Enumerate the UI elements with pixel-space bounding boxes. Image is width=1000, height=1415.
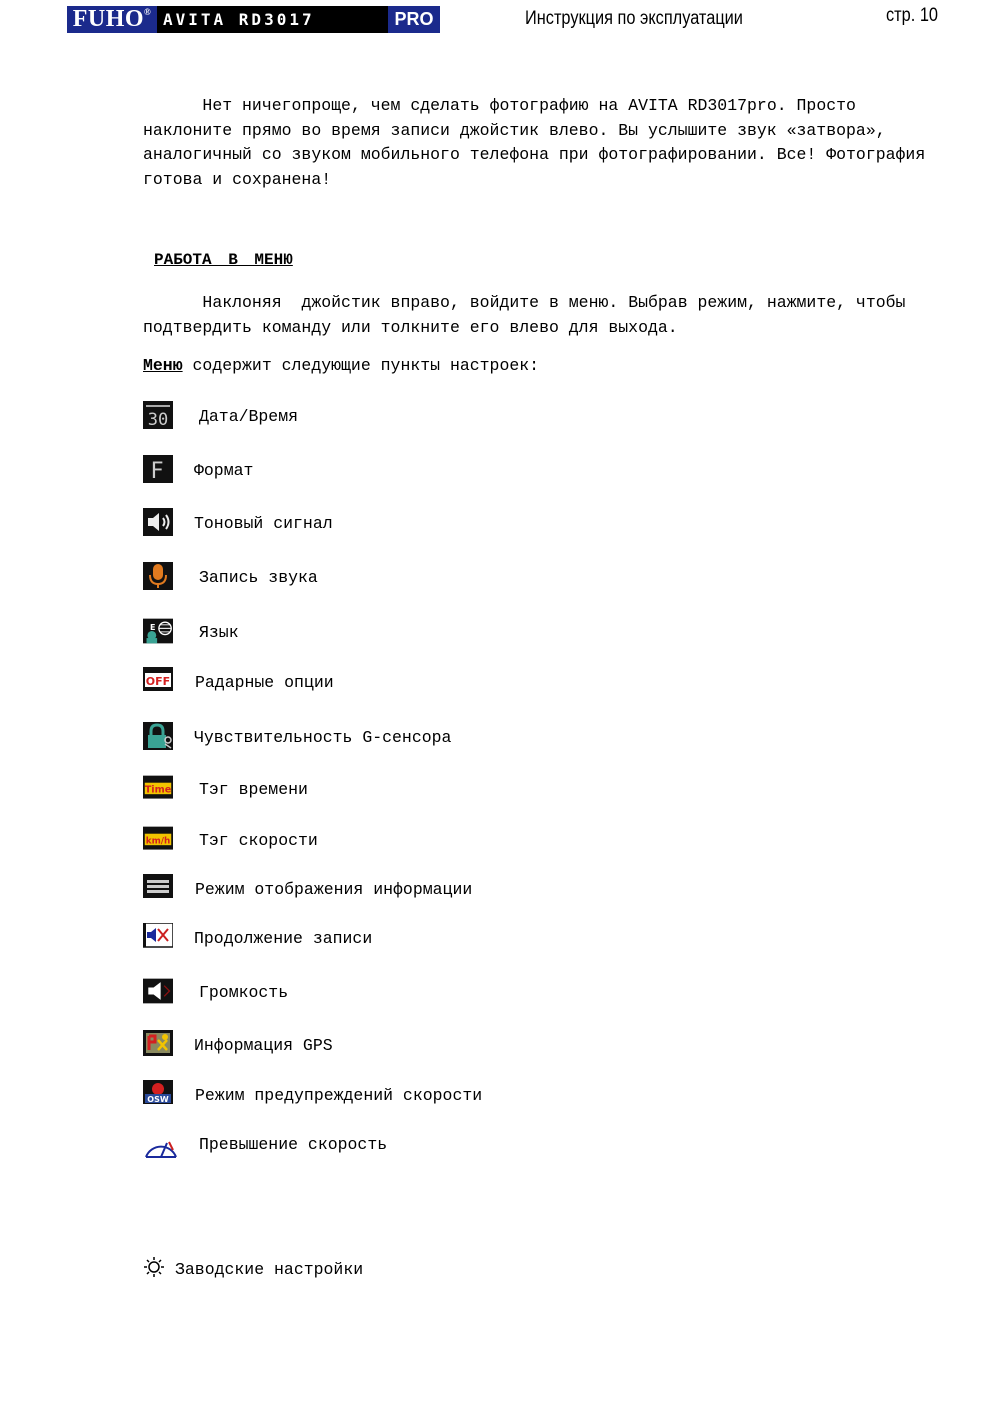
menu-item-label: Режим отображения информации [195,879,473,899]
menu-item-language [143,616,239,648]
menu-item-label: Информация GPS [194,1035,333,1055]
menu-item-beep [143,507,333,539]
language-icon [143,617,177,647]
menu-item-g-sensor [143,721,451,753]
menu-item-label: Язык [199,622,239,642]
section-title: РАБОТА В МЕНЮ [154,251,293,269]
format-icon [143,455,177,485]
svg-text:km/h: km/h [145,836,171,847]
menu-item-gps-info [143,1029,333,1061]
menu-item-audio-record [143,561,318,593]
sun-gear-icon [143,1256,165,1283]
menu-item-factory-reset [143,1256,363,1283]
menu-item-info-display [143,873,472,905]
gps-info-icon [143,1030,177,1060]
menu-item-overspeed [143,1128,387,1160]
document-title: Инструкция по эксплуатации [525,8,743,29]
menu-intro-text: содержит следующие пункты настроек: [182,356,540,375]
g-sensor-icon [143,722,177,752]
svg-text:Time: Time [144,784,172,796]
menu-item-speed-warning [143,1079,482,1111]
logo-model: AVITA RD3017 [163,10,315,29]
page-number: стр. 10 [886,5,939,26]
menu-item-label: Продолжение записи [194,928,373,948]
menu-item-date-time [143,400,298,432]
speed-tag-icon [143,825,177,855]
header-logo [67,6,440,33]
intro-paragraph: Нет ничегопроще, чем сделать фотографию на AVITA RD3017pro. Просто наклоните прямо во время записи джойстик влево. Вы услышите звук «затвора», аналогичный со звуком мобильного телефона при фотографировании. Все! Фотография готова и сохранена! [143,96,936,189]
menu-item-speed-tag [143,824,318,856]
menu-word: Меню [143,356,183,375]
menu-item-label: Чувствительность G-сенсора [194,727,452,747]
menu-item-volume [143,976,288,1008]
section-paragraph: Наклоняя джойстик вправо, войдите в меню. Выбрав режим, нажмите, чтобы подтвердить команду или толкните его влево для выхода. [143,293,916,337]
menu-item-label: Тэг времени [199,779,308,799]
continue-recording-icon [143,923,177,953]
microphone-icon [143,562,177,592]
svg-text:F: F [150,459,164,483]
logo-suffix: PRO [388,6,440,33]
menu-item-label: Формат [194,460,254,480]
logo-brand: FUHO® [67,6,157,33]
time-tag-icon [143,774,177,804]
menu-item-label: Тоновый сигнал [194,513,333,533]
menu-item-label: Дата/Время [199,406,299,426]
svg-text:E: E [149,623,156,633]
volume-icon [143,977,177,1007]
menu-item-label: Запись звука [199,567,318,587]
svg-text:OFF: OFF [145,675,171,688]
menu-intro [143,356,539,375]
radar-off-icon [143,667,177,697]
menu-item-label: Превышение скорость [199,1134,388,1154]
beep-speaker-icon [143,508,177,538]
factory-reset-label: Заводские настройки [175,1260,364,1279]
speed-warning-icon [143,1080,177,1110]
svg-text:OSW: OSW [147,1095,169,1104]
menu-item-continue-recording [143,922,372,954]
menu-item-label: Режим предупреждений скорости [195,1085,483,1105]
menu-item-label: Громкость [199,982,289,1002]
menu-item-format [143,454,253,486]
menu-item-label: Радарные опции [195,672,334,692]
menu-item-label: Тэг скорости [199,830,318,850]
calendar-icon [143,401,177,431]
speedometer-icon [143,1129,177,1159]
svg-text:30: 30 [147,410,169,429]
info-display-icon [143,874,177,904]
menu-item-time-tag [143,773,308,805]
menu-item-radar-options [143,666,334,698]
